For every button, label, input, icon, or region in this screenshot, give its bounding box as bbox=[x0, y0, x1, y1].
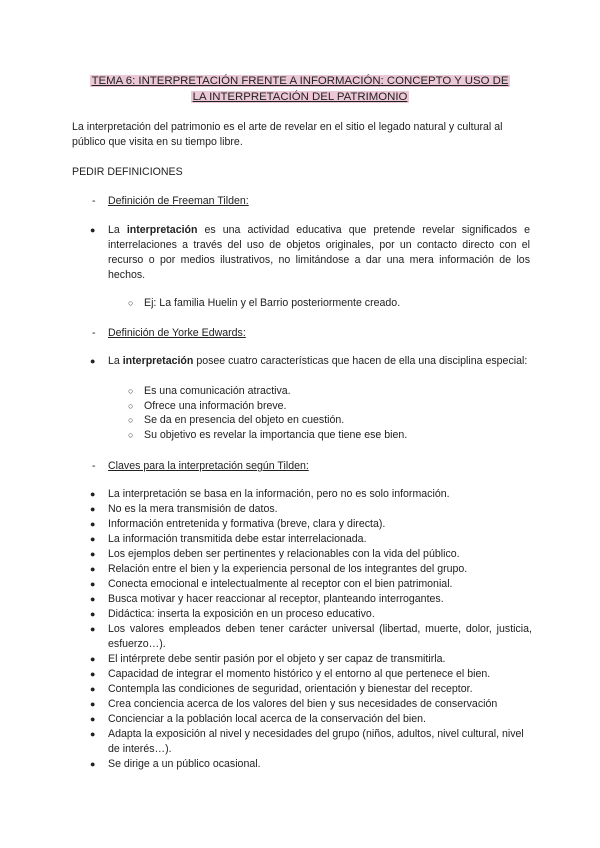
list-item: ● Se dirige a un público ocasional. bbox=[90, 758, 261, 770]
bullet-icon: ● bbox=[90, 356, 96, 366]
circle-bullet-icon: ○ bbox=[128, 415, 134, 426]
tilden-heading-text: Definición de Freeman Tilden: bbox=[108, 195, 249, 207]
bullet-icon: ● bbox=[90, 564, 96, 574]
edwards-def-bold: interpretación bbox=[122, 355, 194, 367]
tilden-def-post: es una actividad educativa que pretende revelar significados e interrelaciones a través del uso de objetos originales, por un contacto directo con el recurso o por medios ilustrativos, no limitándose a dar una mera información de los hechos. bbox=[108, 224, 530, 281]
list-item: ● Contempla las condiciones de seguridad, orientación y bienestar del receptor. bbox=[90, 683, 473, 695]
tilden-def-pre: La bbox=[108, 224, 127, 236]
intro-paragraph: La interpretación del patrimonio es el arte de revelar en el sitio el legado natural y cultural al público que visita en su tiempo libre. bbox=[72, 121, 503, 148]
list-item: ● Los ejemplos deben ser pertinentes y relacionables con la vida del público. bbox=[90, 548, 460, 560]
bullet-icon: ● bbox=[90, 699, 96, 709]
title-line-1: TEMA 6: INTERPRETACIÓN FRENTE A INFORMACIÓN: CONCEPTO Y USO DE bbox=[91, 75, 509, 87]
circle-bullet-icon: ○ bbox=[128, 429, 134, 440]
list-item: ○ Su objetivo es revelar la importancia que tiene ese bien. bbox=[128, 428, 408, 441]
list-item: ● El intérprete debe sentir pasión por el objeto y ser capaz de transmitirla. bbox=[90, 653, 446, 665]
list-item: ● Información entretenida y formativa (breve, clara y directa). bbox=[90, 518, 386, 530]
bullet-icon: ● bbox=[90, 609, 96, 619]
page-title bbox=[60, 73, 540, 105]
tilden-definition bbox=[90, 223, 530, 283]
bullet-icon: ● bbox=[90, 729, 96, 739]
edwards-def-pre: La bbox=[108, 355, 123, 367]
circle-bullet-icon: ○ bbox=[128, 386, 134, 396]
bullet-icon: ● bbox=[90, 669, 96, 679]
list-item: ● Busca motivar y hacer reaccionar al receptor, planteando interrogantes. bbox=[90, 593, 444, 605]
list-item: ● Crea conciencia acerca de los valores del bien y sus necesidades de conservación bbox=[90, 698, 498, 710]
bullet-icon: ● bbox=[90, 594, 96, 604]
edwards-list bbox=[128, 384, 528, 442]
circle-bullet-icon: ○ bbox=[128, 400, 134, 411]
bullet-icon: ● bbox=[90, 624, 96, 634]
bullet-icon: ● bbox=[90, 549, 96, 559]
title-line-2: LA INTERPRETACIÓN DEL PATRIMONIO bbox=[192, 91, 408, 103]
list-item: ● Los valores empleados deben tener carácter universal (libertad, muerte, dolor, justicia, esfuerzo…). bbox=[90, 623, 532, 650]
list-item: ● Relación entre el bien y la experiencia personal de los integrantes del grupo. bbox=[90, 563, 468, 575]
bullet-icon: ● bbox=[90, 225, 96, 235]
edwards-definition bbox=[90, 354, 530, 369]
claves-heading-text: Claves para la interpretación según Tilden: bbox=[108, 460, 309, 472]
edwards-def-post: posee cuatro características que hacen de ella una disciplina especial: bbox=[193, 355, 528, 367]
bullet-icon: ● bbox=[90, 534, 96, 544]
bullet-icon: ● bbox=[90, 489, 96, 499]
list-item: ● Adapta la exposición al nivel y necesidades del grupo (niños, adultos, nivel cultural, nivel de interés…). bbox=[90, 728, 524, 755]
tilden-example-text: Ej: La familia Huelin y el Barrio posteriormente creado. bbox=[144, 297, 401, 309]
list-item: ● Conecta emocional e intelectualmente al receptor con el bien patrimonial. bbox=[90, 578, 453, 590]
bullet-icon: ● bbox=[90, 759, 96, 769]
list-item: ● Concienciar a la población local acerca de la conservación del bien. bbox=[90, 713, 427, 725]
bullet-icon: ● bbox=[90, 579, 96, 589]
circle-bullet-icon: ○ bbox=[128, 298, 134, 308]
list-item: ● La interpretación se basa en la información, pero no es solo información. bbox=[90, 488, 450, 500]
tilden-example bbox=[128, 296, 528, 311]
bullet-icon: ● bbox=[90, 714, 96, 724]
list-item: ○ Ofrece una información breve. bbox=[128, 399, 287, 412]
bullet-icon: ● bbox=[90, 684, 96, 694]
dash-marker: - bbox=[92, 327, 96, 339]
tilden-def-bold: interpretación bbox=[126, 224, 198, 236]
list-item: ● La información transmitida debe estar interrelacionada. bbox=[90, 533, 367, 545]
dash-marker: - bbox=[92, 195, 96, 207]
list-item: ● Capacidad de integrar el momento histórico y el entorno al que pertenece el bien. bbox=[90, 668, 491, 680]
list-item: ● No es la mera transmisión de datos. bbox=[90, 503, 278, 515]
bullet-icon: ● bbox=[90, 519, 96, 529]
section-label: PEDIR DEFINICIONES bbox=[72, 166, 183, 178]
bullet-icon: ● bbox=[90, 504, 96, 514]
edwards-heading-text: Definición de Yorke Edwards: bbox=[108, 327, 246, 339]
claves-list bbox=[90, 487, 532, 772]
dash-marker: - bbox=[92, 460, 96, 472]
list-item: ● Didáctica: inserta la exposición en un proceso educativo. bbox=[90, 608, 375, 620]
list-item: ○ Se da en presencia del objeto en cuestión. bbox=[128, 414, 345, 427]
list-item: ○ Es una comunicación atractiva. bbox=[128, 385, 291, 397]
bullet-icon: ● bbox=[90, 654, 96, 664]
